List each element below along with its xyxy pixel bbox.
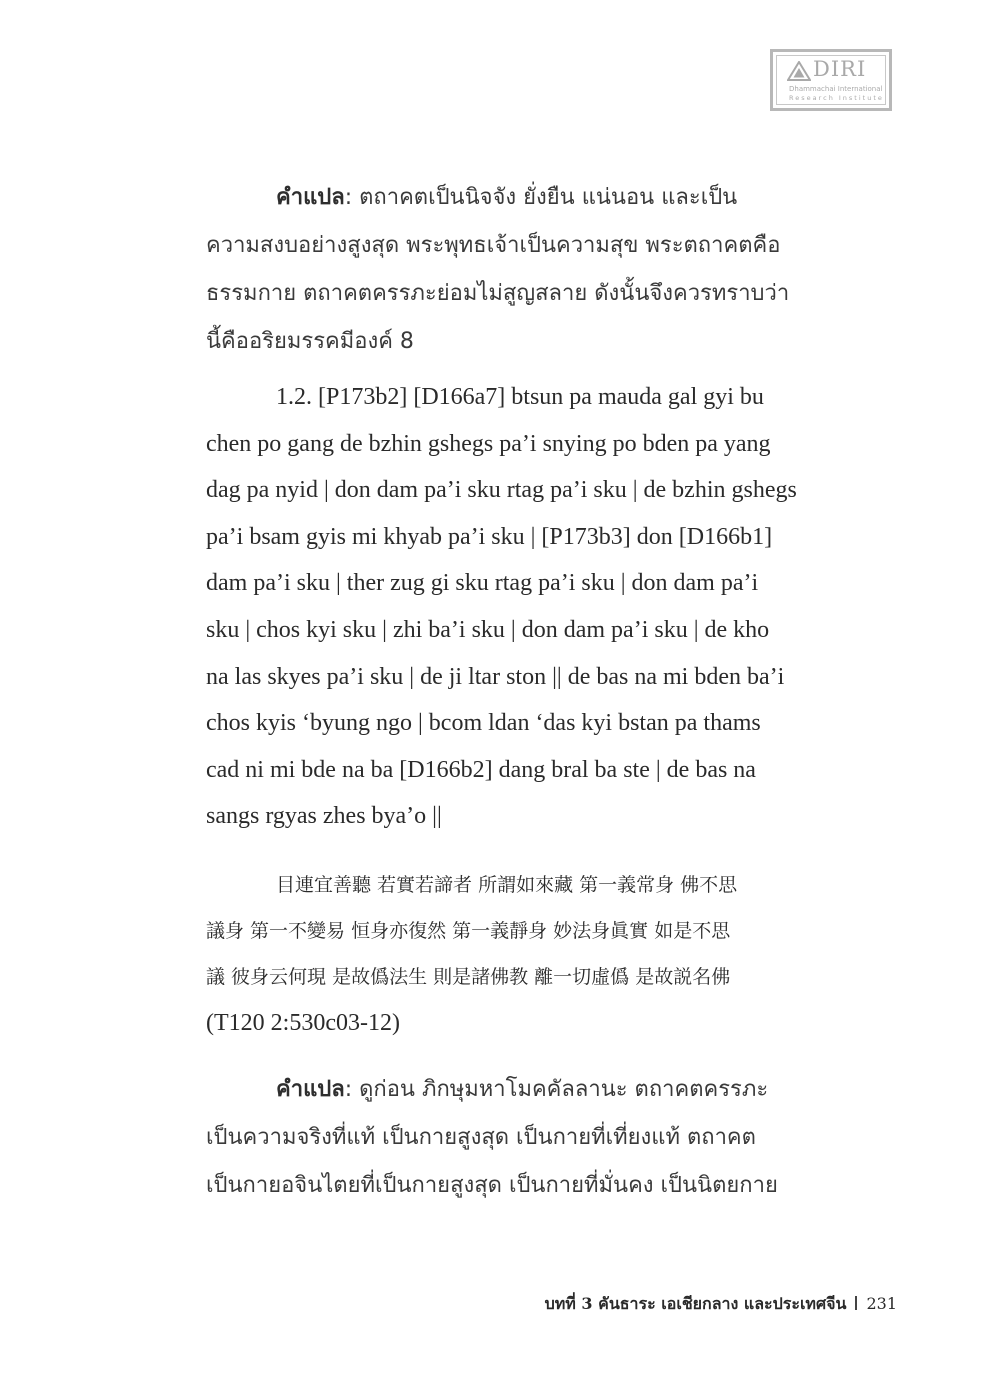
tibetan-line: dam pa’i sku | ther zug gi sku rtag pa’i sku | don dam pa’i: [206, 570, 759, 597]
tibetan-line: sku | chos kyi sku | zhi ba’i sku | don dam pa’i sku | de kho: [206, 616, 770, 643]
tibetan-line: chos kyis ‘byung ngo | bcom ldan ‘das kyi bstan pa thams: [206, 710, 761, 737]
paragraph-line: เป็นกายอจินไตยที่เป็นกายสูงสุด เป็นกายที่มั่นคง เป็นนิตยกาย: [206, 1173, 778, 1198]
tibetan-line: 1.2. [P173b2] [D166a7] btsun pa mauda gal gyi bu: [276, 384, 764, 410]
tibetan-line: sangs rgyas zhes bya’o ||: [206, 803, 442, 830]
diri-logo: [770, 49, 892, 111]
paragraph-line: ความสงบอย่างสูงสุด พระพุทธเจ้าเป็นความสุข พระตถาคตคือ: [206, 233, 781, 258]
footer-divider: [855, 1296, 857, 1310]
triangle-logo-icon: [787, 61, 811, 81]
translation-label: คำแปล: [276, 185, 345, 210]
page-number: 231: [866, 1294, 897, 1313]
logo-subtitle-line1: Dhammachai International: [789, 85, 883, 93]
paragraph-line: ธรรมกาย ตถาคตครรภะย่อมไม่สูญสลาย ดังนั้นจึงควรทราบว่า: [206, 281, 790, 306]
taisho-reference: (T120 2:530c03-12): [206, 1010, 400, 1036]
page-footer: [545, 1292, 897, 1317]
logo-subtitle-line2: Research Institute: [789, 94, 884, 102]
tibetan-line: na las skyes pa’i sku | de ji ltar ston || de bas na mi bden ba’i: [206, 663, 785, 690]
chinese-line: 議 彼身云何現 是故僞法生 則是諸佛教 離一切虛僞 是故説名佛: [206, 966, 731, 988]
chinese-line: 議身 第一不變易 恒身亦復然 第一義靜身 妙法身眞實 如是不思: [206, 920, 731, 942]
translation-label: คำแปล: [276, 1077, 345, 1102]
translation-paragraph-2: [206, 1066, 828, 1210]
translation-paragraph-1: [206, 174, 828, 366]
tibetan-line: cad ni mi bde na ba [D166b2] dang bral ba ste | de bas na: [206, 756, 756, 783]
tibetan-line: chen po gang de bzhin gshegs pa’i snying po bden pa yang: [206, 430, 771, 457]
paragraph-line: เป็นความจริงที่แท้ เป็นกายสูงสุด เป็นกายที่เที่ยงแท้ ตถาคต: [206, 1125, 756, 1150]
paragraph-line: คำแปล: ตถาคตเป็นนิจจัง ยั่งยืน แน่นอน และเป็น: [276, 185, 738, 210]
chinese-line: 目連宜善聽 若實若諦者 所謂如來藏 第一義常身 佛不思: [276, 874, 738, 896]
chapter-title: บทที่ 3 คันธาระ เอเชียกลาง และประเทศจีน: [544, 1294, 847, 1313]
chinese-passage: [206, 862, 828, 1046]
tibetan-line: pa’i bsam gyis mi khyab pa’i sku | [P173b3] don [D166b1]: [206, 523, 773, 550]
paragraph-line: นี้คืออริยมรรคมีองค์ 8: [206, 329, 414, 354]
paragraph-line: คำแปล: ดูก่อน ภิกษุมหาโมคคัลลานะ ตถาคตครรภะ: [276, 1077, 769, 1102]
tibetan-passage: [206, 374, 828, 840]
logo-name: DIRI: [813, 57, 867, 81]
tibetan-line: dag pa nyid | don dam pa’i sku rtag pa’i sku | de bzhin gshegs: [206, 477, 797, 504]
